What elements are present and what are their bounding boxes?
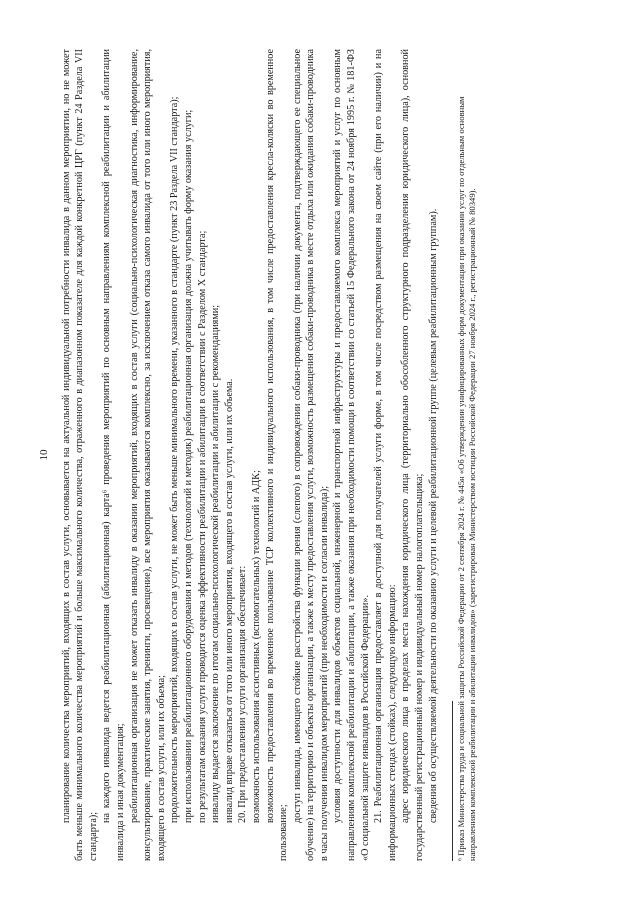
paragraph: возможность предоставления во временное пользование ТСР коллективного и индивидуального использования, в том числе предоставления кресла-коляски во временное пользование; bbox=[264, 49, 290, 861]
paragraph: сведения об осуществляемой деятельности по оказанию услуги и целевой реабилитационной группе (целевым реабилитационным группам). bbox=[427, 208, 439, 823]
paragraph: реабилитационная организация не может отказать инвалиду в оказании мероприятий, входящих в состав услуги (социально-психологическая диагностика, информирование, консультирование, практические занятия, тренинги, просвещение), все мероприятия оказываются комплексно, за исключением отказа самого инвалида от того или иного мероприятия, входящего в состав услуги, или их объема; bbox=[128, 49, 167, 861]
paragraph: при использовании реабилитационного оборудования и методов (технологий и методик) реабилитационная организация должна учитывать форму оказания услуги; bbox=[182, 109, 194, 823]
paragraph: возможность использования ассистивных (вспомогательных) технологий и АДК; bbox=[250, 470, 262, 823]
page-number: 10 bbox=[38, 449, 50, 461]
paragraph-list bbox=[60, 49, 441, 861]
paragraph: продолжительность мероприятий, входящих в состав услуги, не может быть меньше минимального времени, указанного в стандарте (пункт 23 Раздела VII стандарта); bbox=[169, 96, 181, 823]
paragraph: по результатам оказания услуги проводится оценка эффективности реабилитации и абилитации в соответствии с Разделом X стандарта; bbox=[196, 230, 208, 823]
paragraph: планирование количества мероприятий, входящих в состав услуги, основывается на актуальной индивидуальной потребности инвалида в данном мероприятии, но не может быть меньше минимального количества мероприятий и больше максимального количества, отраженного в диапазонном показателе для каждой конкретной ЦРГ (пункт 24 Раздела VII стандарта); bbox=[60, 49, 99, 861]
footnote: ⁶ Приказ Министерства труда и социальной защиты Российской Федерации от 2 сентября 2024 г. № 445н «Об утверждении унифицированных форм документации при оказании услуг по отдельным основным направлениям комплексной реабилитации и абилитации инвалидов» (зарегистрирован Министерством юстиции Российской Федерации 27 ноября 2024 г., регистрационный № 80349). bbox=[456, 96, 478, 861]
paragraph: адрес юридического лица в пределах места нахождения юридического лица (территориально обособленного структурного подразделения юридического лица), основной государственный регистрационный номер и индивидуальный номер налогоплательщика; bbox=[400, 49, 426, 861]
paragraph: доступ инвалида, имеющего стойкие расстройства функции зрения (слепого) в сопровождении собаки-проводника (при наличии документа, подтверждающего ее специальное обучение) на территорию и объекты организации, а также к месту предоставления услуги, возможность размещения собаки-проводника в месте отдыха или ожидания собаки-проводника в часы получения инвалидом мероприятий (при необходимости и согласии инвалида); bbox=[291, 49, 330, 861]
page-body bbox=[38, 49, 628, 861]
paragraph: инвалиду выдается заключение по итогам социально-психологической реабилитации и абилитации с рекомендациями; bbox=[210, 304, 222, 823]
paragraph: на каждого инвалида ведется реабилитационная (абилитационная) карта⁶ проведения мероприятий по основным направлениям комплексной реабилитации и абилитации инвалида и иная документация; bbox=[101, 49, 126, 861]
paragraph: условия доступности для инвалидов объектов социальной, инженерной и транспортной инфраструктуры и предоставляемого комплекса мероприятий и услуг по основным направлениям комплексной реабилитации и абилитации, а также оказания при необходимости помощи в соответствии со статьей 15 Федерального закона от 24 ноября 1995 г. № 181-ФЗ «О социальной защите инвалидов в Российской Федерации». bbox=[332, 49, 371, 861]
footnote-divider bbox=[452, 701, 453, 861]
paragraph: 20. При предоставлении услуги организация обеспечивает: bbox=[237, 565, 249, 823]
paragraph: 21. Реабилитационная организация предоставляет в доступной для получателей услуги форме, в том числе посредством размещения на своем сайте (при его наличии) и на информационных стендах (стойках), следующую информацию: bbox=[373, 49, 398, 861]
paragraph: инвалид вправе отказаться от того или иного мероприятия, входящего в состав услуги, или их объема. bbox=[223, 378, 235, 823]
